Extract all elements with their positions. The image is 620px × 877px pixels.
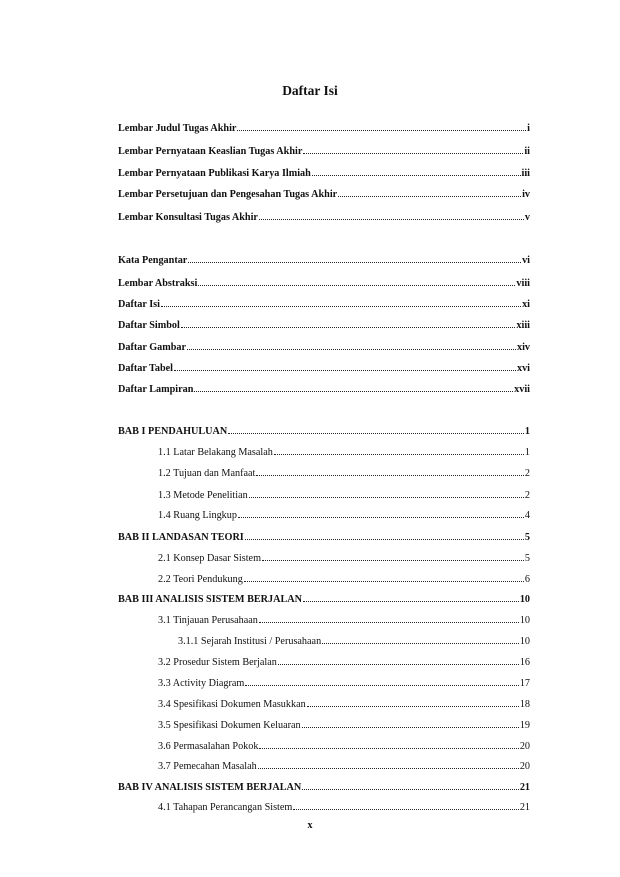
toc-entry-label: Daftar Gambar xyxy=(118,342,186,353)
dot-leader xyxy=(238,508,524,518)
dot-leader xyxy=(249,488,524,498)
dot-leader xyxy=(259,739,518,749)
toc-entry xyxy=(118,318,530,332)
toc-entry-page: 2 xyxy=(524,490,530,501)
toc-entry xyxy=(178,634,530,648)
toc-entry xyxy=(158,488,530,502)
toc-entry-label: Lembar Abstraksi xyxy=(118,278,198,289)
toc-entry xyxy=(158,718,530,732)
toc-entry-label: BAB IV ANALISIS SISTEM BERJALAN xyxy=(118,782,302,793)
toc-entry-page: xvi xyxy=(516,363,530,374)
dot-leader xyxy=(262,551,524,561)
toc-entry xyxy=(118,424,530,438)
dot-leader xyxy=(302,718,519,728)
toc-entry-label: Lembar Pernyataan Keaslian Tugas Akhir xyxy=(118,146,303,157)
toc-entry-page: 21 xyxy=(519,802,530,813)
dot-leader xyxy=(258,759,519,769)
toc-entry xyxy=(118,121,530,135)
dot-leader xyxy=(322,634,519,644)
toc-entry-page: xi xyxy=(522,299,530,310)
toc-entry xyxy=(158,551,530,565)
toc-entry-label: 2.1 Konsep Dasar Sistem xyxy=(158,553,261,564)
toc-entry xyxy=(158,759,530,773)
page-title: Daftar Isi xyxy=(282,83,338,98)
toc-entry-page: 2 xyxy=(524,468,530,479)
toc-entry-label: 3.1.1 Sejarah Institusi / Perusahaan xyxy=(178,636,322,647)
toc-entry-label: 3.7 Pemecahan Masalah xyxy=(158,761,257,772)
toc-entry-page: xiv xyxy=(516,342,530,353)
toc-entry xyxy=(118,592,530,606)
toc-entry-page: 1 xyxy=(524,426,530,437)
dot-leader xyxy=(338,187,521,197)
toc-entry-label: 3.4 Spesifikasi Dokumen Masukkan xyxy=(158,699,306,710)
toc-entry-page: 18 xyxy=(519,699,530,710)
toc-entry-page: 5 xyxy=(524,553,530,564)
toc-entry-label: 1.3 Metode Penelitian xyxy=(158,490,248,501)
dot-leader xyxy=(303,592,519,602)
toc-entry-page: v xyxy=(524,212,530,223)
toc-entry xyxy=(118,187,530,201)
toc-entry-label: BAB II LANDASAN TEORI xyxy=(118,532,244,543)
toc-entry-label: 2.2 Teori Pendukung xyxy=(158,574,243,585)
toc-entry xyxy=(158,572,530,586)
toc-entry xyxy=(118,166,530,180)
toc-entry-label: Lembar Persetujuan dan Pengesahan Tugas Akhir xyxy=(118,189,338,200)
toc-entry-label: 3.2 Prosedur Sistem Berjalan xyxy=(158,657,277,668)
toc-entry-label: Daftar Isi xyxy=(118,299,160,310)
toc-entry-label: 3.6 Permasalahan Pokok xyxy=(158,741,259,752)
toc-entry-page: 20 xyxy=(519,761,530,772)
dot-leader xyxy=(244,572,524,582)
dot-leader xyxy=(198,276,515,286)
toc-entry-page: xvii xyxy=(514,384,530,395)
toc-entry-page: 19 xyxy=(519,720,530,731)
dot-leader xyxy=(245,530,524,540)
toc-entry xyxy=(118,340,530,354)
toc-entry-page: 4 xyxy=(524,510,530,521)
dot-leader xyxy=(307,697,519,707)
toc-entry-page: vi xyxy=(522,255,530,266)
dot-leader xyxy=(278,655,519,665)
dot-leader xyxy=(274,445,524,455)
toc-entry-label: 1.1 Latar Belakang Masalah xyxy=(158,447,273,458)
toc-entry-page: 5 xyxy=(524,532,530,543)
toc-entry xyxy=(118,253,530,267)
toc-entry xyxy=(118,297,530,311)
toc-entry xyxy=(158,800,530,814)
toc-entry-page: 10 xyxy=(519,636,530,647)
dot-leader xyxy=(161,297,521,307)
dot-leader xyxy=(312,166,521,176)
dot-leader xyxy=(188,253,521,263)
toc-entry xyxy=(158,508,530,522)
dot-leader xyxy=(259,210,524,220)
toc-entry-label: Lembar Konsultasi Tugas Akhir xyxy=(118,212,258,223)
dot-leader xyxy=(228,424,524,434)
toc-entry-page: i xyxy=(527,123,530,134)
dot-leader xyxy=(245,676,519,686)
dot-leader xyxy=(256,466,524,476)
toc-entry-label: 1.4 Ruang Lingkup xyxy=(158,510,237,521)
toc-entry xyxy=(158,676,530,690)
toc-entry xyxy=(158,613,530,627)
toc-entry xyxy=(158,655,530,669)
page-number: x xyxy=(307,820,313,831)
toc-entry-page: 6 xyxy=(524,574,530,585)
toc-entry-page: ii xyxy=(524,146,530,157)
dot-leader xyxy=(174,361,516,371)
toc-entry-page: 10 xyxy=(519,615,530,626)
toc-entry-label: 1.2 Tujuan dan Manfaat xyxy=(158,468,256,479)
toc-entry xyxy=(118,276,530,290)
toc-entry xyxy=(158,445,530,459)
dot-leader xyxy=(237,121,526,131)
toc-entry-page: 21 xyxy=(519,782,530,793)
dot-leader xyxy=(303,144,523,154)
toc-entry-page: xiii xyxy=(516,320,530,331)
toc-entry-page: 20 xyxy=(519,741,530,752)
toc-entry-label: 4.1 Tahapan Perancangan Sistem xyxy=(158,802,293,813)
toc-entry-page: 17 xyxy=(519,678,530,689)
toc-entry-label: Lembar Judul Tugas Akhir xyxy=(118,123,237,134)
toc-entry-label: Daftar Tabel xyxy=(118,363,173,374)
dot-leader xyxy=(293,800,518,810)
toc-entry-page: 16 xyxy=(519,657,530,668)
toc-entry xyxy=(158,466,530,480)
toc-entry-label: Kata Pengantar xyxy=(118,255,188,266)
toc-entry xyxy=(118,530,530,544)
toc-entry-page: 1 xyxy=(524,447,530,458)
toc-entry xyxy=(118,382,530,396)
toc-entry-label: Daftar Simbol xyxy=(118,320,180,331)
toc-entry-label: 3.1 Tinjauan Perusahaan xyxy=(158,615,258,626)
dot-leader xyxy=(181,318,516,328)
toc-entry-page: iv xyxy=(522,189,530,200)
toc-entry-label: 3.3 Activity Diagram xyxy=(158,678,245,689)
toc-entry-label: BAB I PENDAHULUAN xyxy=(118,426,228,437)
toc-entry-label: Lembar Pernyataan Publikasi Karya Ilmiah xyxy=(118,168,311,179)
toc-entry-label: 3.5 Spesifikasi Dokumen Keluaran xyxy=(158,720,301,731)
toc-entry xyxy=(118,144,530,158)
toc-entry-page: iii xyxy=(521,168,530,179)
toc-entry-label: Daftar Lampiran xyxy=(118,384,194,395)
toc-entry-page: 10 xyxy=(519,594,530,605)
dot-leader xyxy=(187,340,516,350)
dot-leader xyxy=(259,613,519,623)
toc-entry xyxy=(158,697,530,711)
toc-entry xyxy=(118,361,530,375)
dot-leader xyxy=(302,780,519,790)
toc-entry-label: BAB III ANALISIS SISTEM BERJALAN xyxy=(118,594,303,605)
toc-entry xyxy=(118,780,530,794)
toc-entry xyxy=(118,210,530,224)
toc-entry xyxy=(158,739,530,753)
toc-entry-page: viii xyxy=(516,278,530,289)
dot-leader xyxy=(194,382,513,392)
